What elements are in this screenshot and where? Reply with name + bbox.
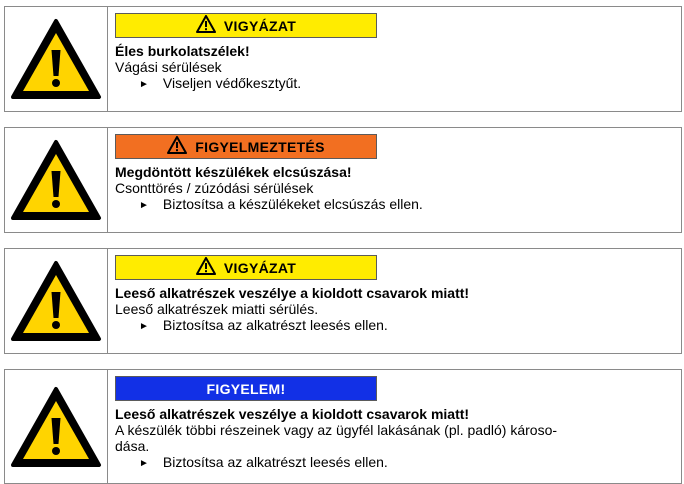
safety-notice-attention-falling-parts [4, 369, 682, 484]
safety-notice-caution-falling-parts [4, 248, 682, 354]
hazard-consequence: Leeső alkatrészek miatti sérülés. [115, 301, 319, 317]
hazard-consequence-continued: dása. [115, 438, 150, 454]
signal-word-label: FIGYELMEZTETÉS [195, 138, 325, 155]
hazard-action [115, 75, 675, 94]
hazard-action [115, 196, 675, 215]
safety-notice-warning-tipping [4, 127, 682, 233]
signal-word-label: VIGYÁZAT [223, 17, 297, 34]
hazard-action [115, 454, 675, 473]
hazard-action-text: Biztosítsa a készülékeket elcsúszás ellen. [162, 196, 423, 212]
hazard-consequence: Vágási sérülések [115, 59, 222, 75]
hazard-action-text: Biztosítsa az alkatrészt leesés ellen. [162, 317, 388, 333]
signal-word-caution [115, 13, 377, 38]
signal-word-caution [115, 255, 377, 280]
hazard-action-text: Viseljen védőkesztyűt. [162, 75, 302, 91]
notice-content [115, 13, 675, 94]
bullet-arrow-icon: ► [139, 79, 149, 90]
signal-word-label: VIGYÁZAT [223, 259, 297, 276]
hazard-consequence: A készülék többi részeinek vagy az ügyfél lakásának (pl. padló) károso- [115, 422, 558, 438]
hazard-action-text: Biztosítsa az alkatrészt leesés ellen. [162, 454, 388, 470]
signal-word-label: FIGYELEM! [206, 380, 286, 397]
hazard-icon-cell [5, 7, 108, 111]
hazard-headline: Megdöntött készülékek elcsúszása! [115, 164, 352, 180]
small-warning-icon [167, 136, 187, 157]
small-warning-icon [196, 15, 216, 36]
hazard-icon-cell [5, 370, 108, 483]
small-warning-icon [196, 257, 216, 278]
hazard-icon-cell [5, 249, 108, 353]
hazard-headline: Leeső alkatrészek veszélye a kioldott csavarok miatt! [115, 406, 470, 422]
hazard-icon-cell [5, 128, 108, 232]
safety-notice-caution-edges [4, 6, 682, 112]
warning-triangle-icon [10, 386, 102, 468]
bullet-arrow-icon: ► [139, 458, 149, 469]
hazard-headline: Éles burkolatszélek! [115, 43, 250, 59]
hazard-consequence: Csonttörés / zúzódási sérülések [115, 180, 314, 196]
warning-triangle-icon [10, 260, 102, 342]
bullet-arrow-icon: ► [139, 321, 149, 332]
signal-word-notice [115, 376, 377, 401]
signal-word-warning [115, 134, 377, 159]
warning-triangle-icon [10, 139, 102, 221]
warning-triangle-icon [10, 18, 102, 100]
notice-content [115, 134, 675, 215]
notice-content [115, 376, 675, 473]
bullet-arrow-icon: ► [139, 200, 149, 211]
hazard-headline: Leeső alkatrészek veszélye a kioldott csavarok miatt! [115, 285, 470, 301]
hazard-action [115, 317, 675, 336]
notice-content [115, 255, 675, 336]
